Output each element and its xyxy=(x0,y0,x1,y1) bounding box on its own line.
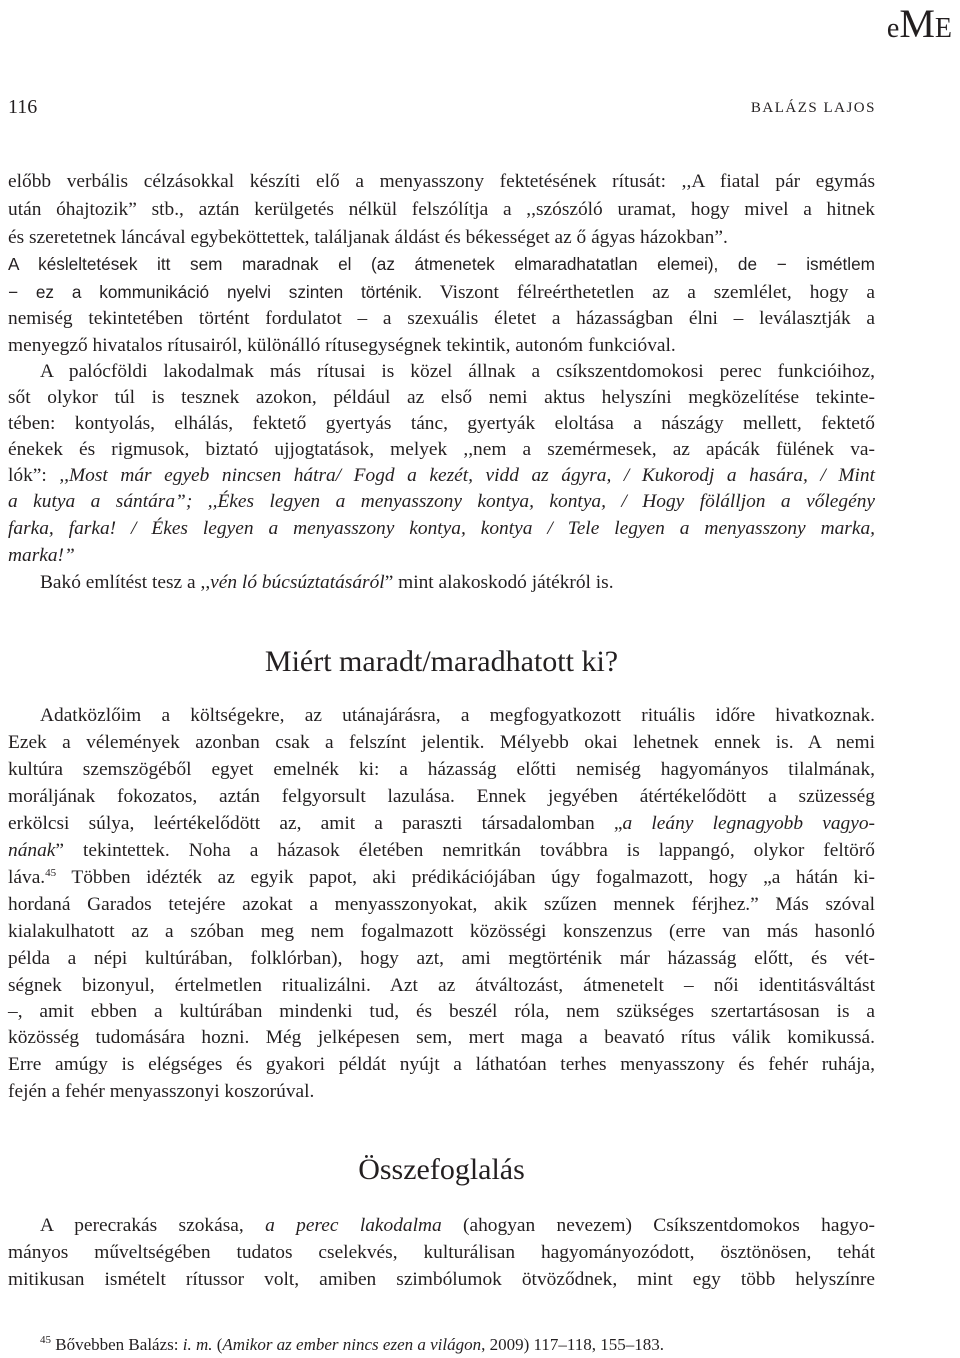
text-line: kialakulhatott az a szóban meg nem fogalmazott közösségi konszenzus (erre van más hasonló xyxy=(8,921,875,942)
text-line: A palócföldi lakodalmak más rítusai is közel állnak a csíkszentdomokosi perec funkcióihoz, xyxy=(40,361,875,382)
text-line: Adatközlőim a költségekre, az utánajárásra, a megfogyatkozott rituális időre hivatkoznak. xyxy=(40,705,875,726)
text-line: menyegző hivatalos rítusairól, különálló rítusegységnek tekintik, autonóm funkcióval. xyxy=(8,335,676,356)
text-line: sőt olykor túl is tesznek azokon, például az első nemi aktus helyszíni megközelítése tekinte- xyxy=(8,387,875,408)
text-line: –, amit ebben a kultúrában mindenki tud, és beszél róla, nem szükséges szertartásosan is a xyxy=(8,1001,875,1022)
text-line: lók”: ,,Most már egyeb nincsen hátra/ Fogd a kezét, vidd az ágyra, / Kukorodj a hasára, / Mint xyxy=(8,465,875,486)
journal-logo: eME xyxy=(886,1,952,46)
text-line: mányos műveltségében tudatos cselekvés, kulturálisan hagyományozódott, ösztönösen, tehát xyxy=(8,1242,875,1263)
text-line: mitikusan ismételt rítussor volt, amiben szimbólumok ötvöződnek, mint egy több helyszínre xyxy=(8,1269,875,1290)
text-line: után óhajtozik” stb., aztán kerülgetés nélkül felszólítja a ,,szószóló uramat, hogy mivel a hitnek xyxy=(8,199,875,220)
text-line: − ez a kommunikáció nyelvi szinten történik. Viszont félreérthetetlen az a szemlélet, hogy a xyxy=(8,282,875,303)
running-head: BALÁZS LAJOS xyxy=(750,100,876,116)
text-line: nemiség tekintetében történt fordulatot – a szexuális életet a házasságban élni – leválasztják a xyxy=(8,308,875,329)
text-line: kultúra szemszögéből egyet emelnék ki: a házasság előtti nemiség hagyományos tilalmának, xyxy=(8,759,875,780)
text-line: nának” tekintettek. Noha a házasok életében nemritkán továbbra is lappangó, olykor feltörő xyxy=(8,840,875,861)
text-line: A perecrakás szokása, a perec lakodalma (ahogyan nevezem) Csíkszentdomokos hagyo- xyxy=(40,1215,875,1236)
text-line: erkölcsi súlya, leértékelődött az, amit a paraszti társadalomban „a leány legnagyobb vagyo- xyxy=(8,813,876,834)
text-line: farka, farka! / Ékes legyen a menyasszony kontya, kontya / Tele legyen a menyasszony marka, xyxy=(8,518,875,539)
text-line: ségnek bizonyul, értelmetlen ritualizálni. Azt az átváltozást, átmenetelt – női identitásváltást xyxy=(8,975,875,996)
text-line: A késleltetések itt sem maradnak el (az átmenetek elmaradhatatlan elemei), de − ismétlem xyxy=(8,254,875,274)
footnote-rule xyxy=(40,1323,190,1324)
text-line: énekek és rigmusok, biztató ujjogtatások, melyek ,,nem a szemérmesek, az apácák fülének va- xyxy=(8,439,875,460)
text-line: fején a fehér menyasszonyi koszorúval. xyxy=(8,1081,315,1102)
text-line: hordaná Garados tetejére azokat a menyasszonyokat, akik szűzen mennek férjhez.” Más szóval xyxy=(8,894,875,915)
text-line: előbb verbális célzásokkal készíti elő a menyasszony fektetésének rítusát: ,,A fiatal pár egymás xyxy=(8,171,875,192)
text-line: Erre amúgy is elégséges és gyakori példát nyújt a láthatóan terhes menyasszony és fehér ruhája, xyxy=(8,1054,875,1075)
text-line: láva.$^{45}$ Többen idézték az egyik papot, aki prédikációjában úgy fogalmazott, hogy „a hátán ki- xyxy=(8,867,875,888)
text-line: közösség tudomására hozni. Még jelképesen sem, mert maga a beavató rítus válik komikussá. xyxy=(8,1027,875,1048)
text-line: példa a népi kultúrában, folklórban), hogy azt, ami megtörténik már házasság előtt, és vét- xyxy=(8,948,875,969)
text-line: és szeretetnek láncával egybeköttettek, találjanak áldást és békességet az ő ágyas házokban”. xyxy=(8,227,728,248)
footnote: $^{45}$ Bővebben Balázs: i. m. (Amikor az ember nincs ezen a világon, 2009) 117–118, 155–183. xyxy=(40,1334,665,1354)
page-number: 116 xyxy=(8,96,38,118)
text-line: moráljának fokozatos, aztán felgyorsult lazulása. Ennek jegyében átértékelődött a szüzesség xyxy=(8,786,875,807)
footnote-ref[interactable]: 45 xyxy=(45,867,57,879)
section-heading: Miért maradt/maradhatott ki? xyxy=(264,645,619,678)
text-line: Bakó említést tesz a ,,vén ló búcsúztatásáról” mint alakoskodó játékról is. xyxy=(40,572,614,593)
text-line: marka!” xyxy=(8,545,75,566)
text-line: a kutya a sántára”; ,,Ékes legyen a menyasszony kontya, kontya, / Hogy fölálljon a vőlegény xyxy=(8,491,875,512)
text-line: tében: kontyolás, elhálás, fektető gyertyás tánc, gyertyák eloltása a nászágy mellett, fektető xyxy=(8,413,875,434)
section-heading: Összefoglalás xyxy=(358,1153,525,1186)
text-line: Ezek a vélemények azonban csak a felszínt jelentik. Mélyebb okai lehetnek ennek is. A nemi xyxy=(8,732,875,753)
